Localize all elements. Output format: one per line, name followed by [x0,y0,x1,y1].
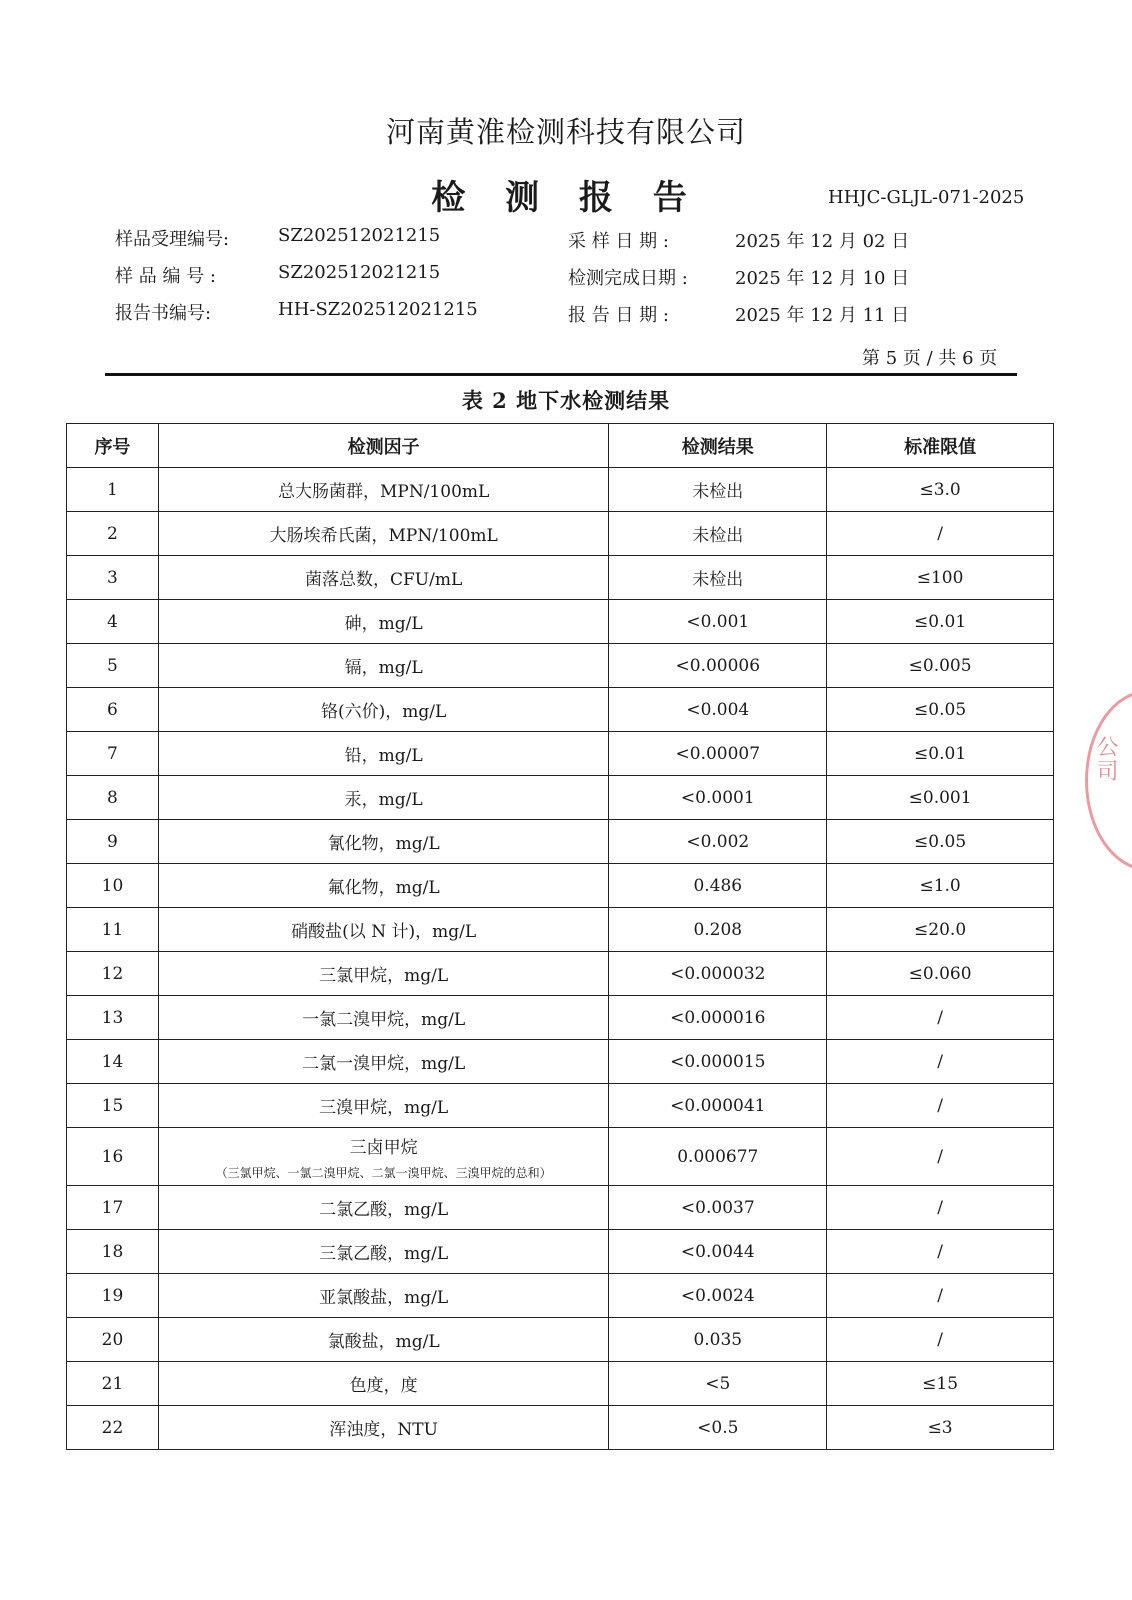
table-row [67,644,1054,688]
cell-factor: 亚氯酸盐，mg/L [158,1274,609,1318]
cell-no: 1 [67,468,159,512]
cell-no: 4 [67,600,159,644]
cell-result: <0.001 [609,600,827,644]
cell-limit: / [827,1274,1054,1318]
cell-no: 15 [67,1084,159,1128]
cell-no: 14 [67,1040,159,1084]
cell-limit: ≤0.005 [827,644,1054,688]
header-factor: 检测因子 [158,424,609,468]
cell-no: 8 [67,776,159,820]
table-row [67,688,1054,732]
sampling-date-label: 采 样 日 期 : [568,231,669,252]
page-indicator: 第 5 页 / 共 6 页 [862,348,998,369]
cell-no: 5 [67,644,159,688]
report-date: 2025 年 12 月 11 日 [735,305,910,326]
cell-result: 未检出 [609,468,827,512]
completion-date-label: 检测完成日期 : [568,268,688,289]
cell-limit: ≤3 [827,1406,1054,1450]
cell-factor: 菌落总数，CFU/mL [158,556,609,600]
table-row [67,908,1054,952]
cell-limit: / [827,1230,1054,1274]
cell-result: 未检出 [609,556,827,600]
cell-no: 12 [67,952,159,996]
cell-result: <0.0001 [609,776,827,820]
header-result: 检测结果 [609,424,827,468]
cell-limit: ≤0.01 [827,600,1054,644]
cell-result: <0.000016 [609,996,827,1040]
table-row [67,1406,1054,1450]
cell-limit: / [827,996,1054,1040]
cell-limit: ≤100 [827,556,1054,600]
cell-result: 0.000677 [609,1128,827,1186]
cell-no: 3 [67,556,159,600]
cell-factor: 氰化物，mg/L [158,820,609,864]
cell-limit: ≤0.060 [827,952,1054,996]
table-row [67,1084,1054,1128]
cell-factor: 一氯二溴甲烷，mg/L [158,996,609,1040]
cell-limit: / [827,1040,1054,1084]
table-row [67,952,1054,996]
cell-limit: ≤20.0 [827,908,1054,952]
cell-no: 2 [67,512,159,556]
cell-result: 未检出 [609,512,827,556]
cell-limit: ≤0.001 [827,776,1054,820]
table-header-row [67,424,1054,468]
table-row [67,556,1054,600]
table-row [67,864,1054,908]
table-row [67,468,1054,512]
cell-no: 16 [67,1128,159,1186]
report-title: 检 测 报 告 [431,178,701,218]
table-row [67,1362,1054,1406]
cell-result: <0.5 [609,1406,827,1450]
cell-result: <0.000015 [609,1040,827,1084]
sample-receipt-no-label: 样品受理编号: [115,229,230,250]
cell-limit: / [827,1186,1054,1230]
cell-factor: 浑浊度，NTU [158,1406,609,1450]
cell-factor: 铬(六价)，mg/L [158,688,609,732]
sampling-date: 2025 年 12 月 02 日 [735,231,910,252]
cell-result: <0.0044 [609,1230,827,1274]
cell-no: 22 [67,1406,159,1450]
seal-text: 公司 [1093,735,1118,783]
cell-result: <0.00006 [609,644,827,688]
cell-factor: 硝酸盐(以 N 计)，mg/L [158,908,609,952]
cell-result: <0.0037 [609,1186,827,1230]
cell-limit: ≤0.05 [827,820,1054,864]
cell-factor: 三氯乙酸，mg/L [158,1230,609,1274]
cell-no: 20 [67,1318,159,1362]
cell-factor: 砷，mg/L [158,600,609,644]
cell-result: <0.000041 [609,1084,827,1128]
cell-no: 11 [67,908,159,952]
table-row [67,512,1054,556]
report-no: HH-SZ202512021215 [278,299,478,320]
cell-factor: 二氯一溴甲烷，mg/L [158,1040,609,1084]
cell-factor: 氯酸盐，mg/L [158,1318,609,1362]
table-row [67,776,1054,820]
sample-no: SZ202512021215 [278,262,441,283]
table-title: 表 2 地下水检测结果 [461,388,671,413]
sample-receipt-no: SZ202512021215 [278,225,441,246]
company-name: 河南黄淮检测科技有限公司 [385,115,746,149]
cell-factor: 铅，mg/L [158,732,609,776]
cell-result: <0.004 [609,688,827,732]
cell-factor: 三溴甲烷，mg/L [158,1084,609,1128]
results-table [66,423,1054,1450]
cell-no: 6 [67,688,159,732]
table-row [67,1128,1054,1186]
cell-no: 17 [67,1186,159,1230]
cell-factor: 大肠埃希氏菌，MPN/100mL [158,512,609,556]
cell-no: 9 [67,820,159,864]
cell-no: 13 [67,996,159,1040]
cell-result: <0.00007 [609,732,827,776]
cell-factor: 氟化物，mg/L [158,864,609,908]
table-row [67,1318,1054,1362]
cell-factor: 三氯甲烷，mg/L [158,952,609,996]
cell-result: <0.000032 [609,952,827,996]
cell-no: 21 [67,1362,159,1406]
factor-note: （三氯甲烷、一氯二溴甲烷、二氯一溴甲烷、三溴甲烷的总和） [215,1165,552,1180]
table-row [67,1274,1054,1318]
cell-result: <5 [609,1362,827,1406]
report-no-label: 报告书编号: [115,303,212,324]
document-code: HHJC-GLJL-071-2025 [828,187,1025,208]
cell-factor [158,1128,609,1186]
cell-limit: / [827,1084,1054,1128]
header-limit: 标准限值 [827,424,1054,468]
sample-no-label: 样 品 编 号 : [115,266,216,287]
cell-factor: 二氯乙酸，mg/L [158,1186,609,1230]
cell-result: 0.208 [609,908,827,952]
cell-limit: ≤0.01 [827,732,1054,776]
factor-name: 三卤甲烷 [349,1137,418,1158]
completion-date: 2025 年 12 月 10 日 [735,268,910,289]
cell-limit: ≤1.0 [827,864,1054,908]
cell-limit: / [827,1128,1054,1186]
cell-factor: 镉，mg/L [158,644,609,688]
table-row [67,1040,1054,1084]
cell-limit: ≤3.0 [827,468,1054,512]
cell-result: 0.486 [609,864,827,908]
cell-result: <0.002 [609,820,827,864]
cell-no: 19 [67,1274,159,1318]
table-row [67,1230,1054,1274]
table-row [67,732,1054,776]
report-date-label: 报 告 日 期 : [568,305,669,326]
cell-result: 0.035 [609,1318,827,1362]
cell-factor: 色度，度 [158,1362,609,1406]
cell-no: 18 [67,1230,159,1274]
table-row [67,1186,1054,1230]
cell-limit: ≤15 [827,1362,1054,1406]
header-no: 序号 [67,424,159,468]
cell-result: <0.0024 [609,1274,827,1318]
cell-no: 10 [67,864,159,908]
table-row [67,600,1054,644]
cell-limit: / [827,512,1054,556]
cell-factor: 总大肠菌群，MPN/100mL [158,468,609,512]
cell-limit: / [827,1318,1054,1362]
header-divider [105,373,1017,376]
table-row [67,996,1054,1040]
cell-limit: ≤0.05 [827,688,1054,732]
cell-factor: 汞，mg/L [158,776,609,820]
cell-no: 7 [67,732,159,776]
table-row [67,820,1054,864]
